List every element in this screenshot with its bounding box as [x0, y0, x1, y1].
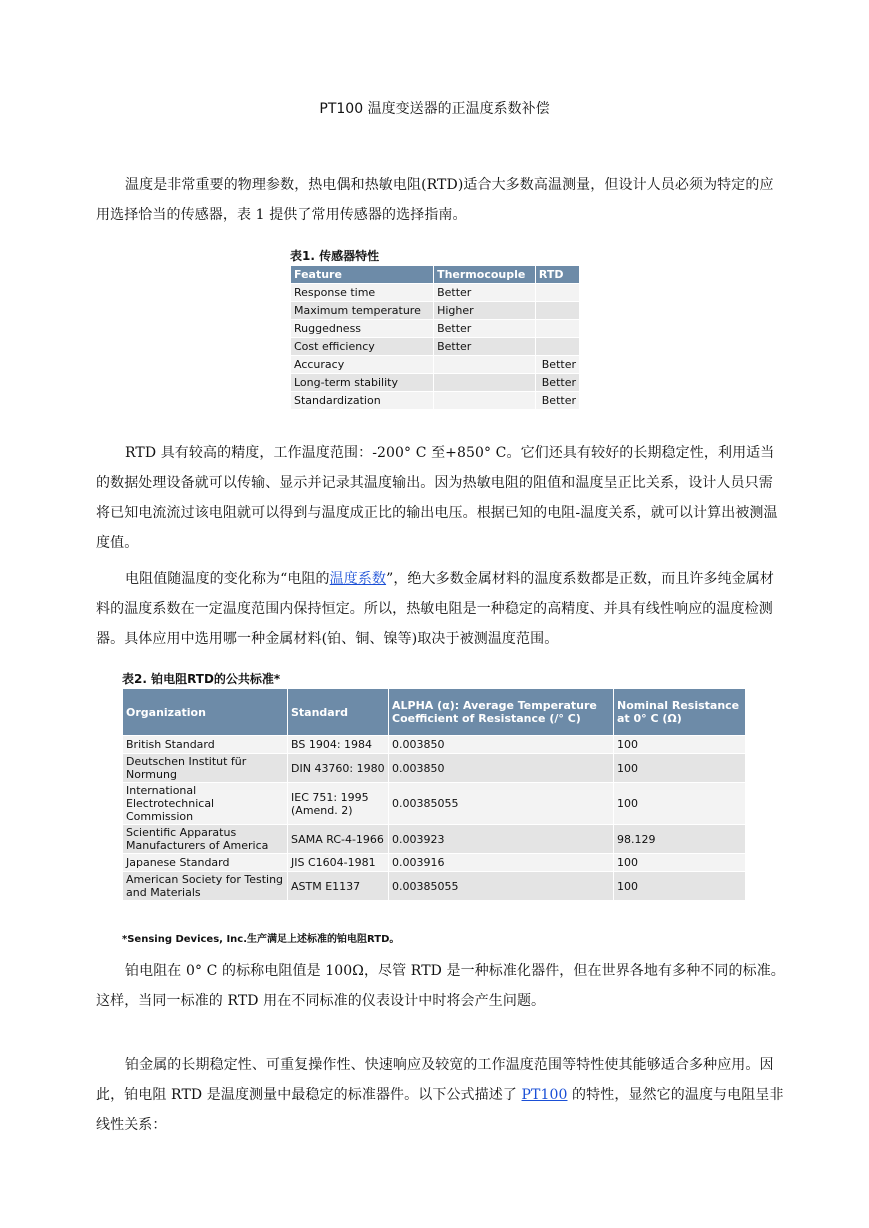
table-cell: 100 — [614, 783, 746, 825]
temperature-coefficient-paragraph — [96, 564, 786, 654]
nominal-resistance-paragraph: 铂电阻在 0° C 的标称电阻值是 100Ω，尽管 RTD 是一种标准化器件，但在世界各地有多种不同的标准。这样，当同一标准的 RTD 用在不同标准的仪表设计中时将会产生问题。 — [96, 963, 785, 1009]
pt100-paragraph — [96, 1050, 786, 1140]
table-header-row — [291, 266, 580, 284]
table-cell — [434, 392, 536, 410]
table-cell — [535, 338, 579, 356]
table-row — [291, 284, 580, 302]
rtd-paragraph: RTD 具有较高的精度，工作温度范围：-200° C 至+850° C。它们还具有较好的长期稳定性，利用适当的数据处理设备就可以传输、显示并记录其温度输出。因为热敏电阻的阻值和温度呈正比关系，设计人员只需将已知电流流过该电阻就可以得到与温度成正比的输出电压。根据已知的电阻-温度关系，就可以计算出被测温度值。 — [96, 445, 778, 551]
table-cell — [434, 374, 536, 392]
table-cell: 98.129 — [614, 825, 746, 854]
table-cell: Better — [434, 320, 536, 338]
table-cell: SAMA RC-4-1966 — [288, 825, 389, 854]
table-row — [123, 754, 746, 783]
table-cell: Maximum temperature — [291, 302, 434, 320]
column-header: Organization — [123, 689, 288, 736]
paragraph-text: 电阻值随温度的变化称为“电阻的 — [125, 571, 330, 587]
table-cell — [535, 284, 579, 302]
column-header: Standard — [288, 689, 389, 736]
column-header: RTD — [535, 266, 579, 284]
table-cell: British Standard — [123, 736, 288, 754]
table-cell: 0.00385055 — [389, 872, 614, 901]
paragraph-text: 的特性，显然它的温度与电阻呈非线性关系： — [96, 1087, 784, 1133]
table-cell: Better — [434, 284, 536, 302]
table-cell: ASTM E1137 — [288, 872, 389, 901]
table-cell: Standardization — [291, 392, 434, 410]
table-row — [123, 872, 746, 901]
table-cell: BS 1904: 1984 — [288, 736, 389, 754]
table-row — [123, 825, 746, 854]
table-row — [291, 392, 580, 410]
table-cell: Better — [535, 374, 579, 392]
column-header: ALPHA (α): Average Temperature Coefficient of Resistance (/° C) — [389, 689, 614, 736]
table-cell: 100 — [614, 736, 746, 754]
table-cell: DIN 43760: 1980 — [288, 754, 389, 783]
table-cell: JIS C1604-1981 — [288, 854, 389, 872]
table-cell: Scientific Apparatus Manufacturers of America — [123, 825, 288, 854]
paragraph-text: ”，绝大多数金属材料的温度系数都是正数，而且许多纯金属材料的温度系数在一定温度范围内保持恒定。所以，热敏电阻是一种稳定的高精度、并具有线性响应的温度检测器。具体应用中选用哪一种金属材料(铂、铜、镍等)取决于被测温度范围。 — [96, 571, 775, 647]
table-cell: Better — [535, 356, 579, 374]
table-row — [123, 783, 746, 825]
temperature-coefficient-link[interactable]: 温度系数 — [329, 571, 387, 587]
pt100-link[interactable]: PT100 — [521, 1087, 568, 1103]
table-cell: Long-term stability — [291, 374, 434, 392]
intro-paragraph: 温度是非常重要的物理参数，热电偶和热敏电阻(RTD)适合大多数高温测量，但设计人员必须为特定的应用选择恰当的传感器，表 1 提供了常用传感器的选择指南。 — [96, 177, 774, 223]
table-row — [291, 356, 580, 374]
table-row — [291, 302, 580, 320]
table-cell: 100 — [614, 754, 746, 783]
table-cell: Response time — [291, 284, 434, 302]
table-cell: Higher — [434, 302, 536, 320]
column-header: Nominal Resistance at 0° C (Ω) — [614, 689, 746, 736]
table-row — [123, 854, 746, 872]
table2-footnote: *Sensing Devices, Inc.生产满足上述标准的铂电阻RTD。 — [122, 934, 400, 945]
page-title: PT100 温度变送器的正温度系数补偿 — [319, 101, 550, 117]
table-cell: Cost efficiency — [291, 338, 434, 356]
table-cell: American Society for Testing and Materials — [123, 872, 288, 901]
table-header-row — [123, 689, 746, 736]
column-header: Thermocouple — [434, 266, 536, 284]
table-cell — [535, 302, 579, 320]
table-cell: Japanese Standard — [123, 854, 288, 872]
table-cell: 0.003923 — [389, 825, 614, 854]
table-cell: Better — [434, 338, 536, 356]
table2-caption: 表2. 铂电阻RTD的公共标准* — [122, 672, 281, 686]
table-cell: 0.003850 — [389, 736, 614, 754]
sensor-characteristics-table — [290, 265, 580, 410]
table1-caption: 表1. 传感器特性 — [290, 249, 380, 263]
paragraph-text: 铂金属的长期稳定性、可重复操作性、快速响应及较宽的工作温度范围等特性使其能够适合多种应用。因此，铂电阻 RTD 是温度测量中最稳定的标准器件。以下公式描述了 — [96, 1057, 774, 1103]
table-cell: 0.00385055 — [389, 783, 614, 825]
table-cell — [535, 320, 579, 338]
platinum-rtd-standards-table — [122, 688, 746, 901]
table-cell: 0.003916 — [389, 854, 614, 872]
table-row — [291, 320, 580, 338]
table-cell: 0.003850 — [389, 754, 614, 783]
table-cell: Deutschen Institut für Normung — [123, 754, 288, 783]
table-row — [291, 338, 580, 356]
column-header: Feature — [291, 266, 434, 284]
table-cell — [434, 356, 536, 374]
table-cell: 100 — [614, 854, 746, 872]
table-cell: International Electrotechnical Commission — [123, 783, 288, 825]
table-cell: Ruggedness — [291, 320, 434, 338]
table-cell: Better — [535, 392, 579, 410]
table-cell: 100 — [614, 872, 746, 901]
table-row — [123, 736, 746, 754]
table-row — [291, 374, 580, 392]
table-cell: IEC 751: 1995 (Amend. 2) — [288, 783, 389, 825]
table-cell: Accuracy — [291, 356, 434, 374]
